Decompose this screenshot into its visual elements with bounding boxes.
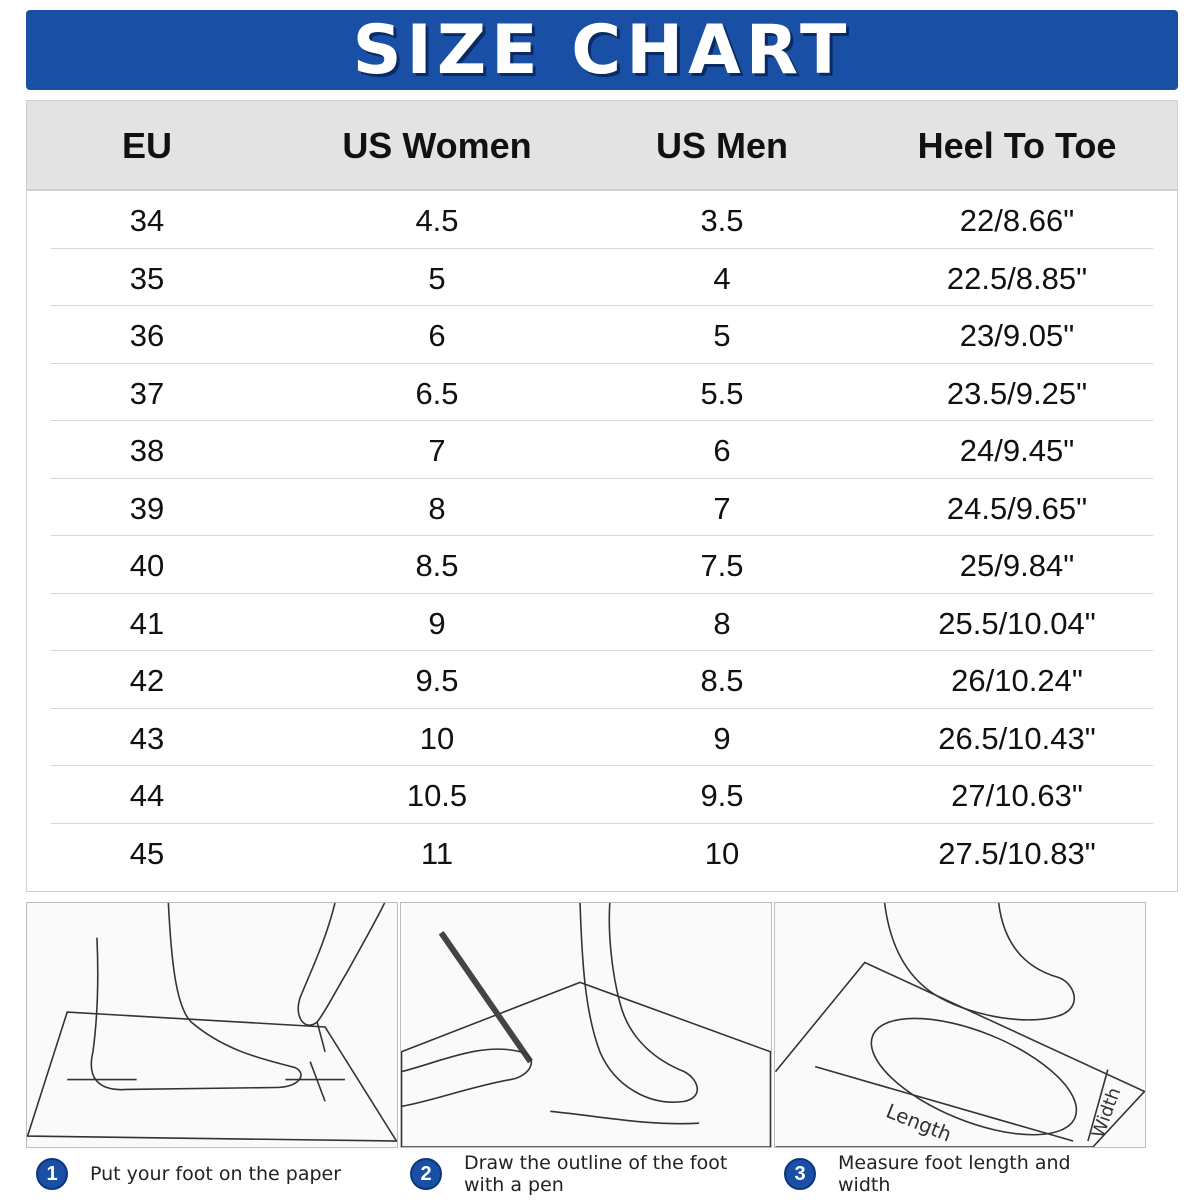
cell-us-men: 4: [713, 260, 731, 296]
table-row: [51, 364, 1153, 422]
cell-us-women: 10.5: [406, 778, 468, 813]
table-row: [51, 249, 1153, 307]
measurement-illustrations: [26, 902, 1178, 1148]
cell-eu: 38: [129, 433, 165, 468]
cell-eu: 37: [129, 375, 165, 411]
step-text: Draw the outline of the foot with a pen: [464, 1152, 728, 1196]
cell-eu: 35: [129, 260, 165, 296]
cell-us-women: 8: [428, 490, 446, 526]
cell-us-women: 7: [428, 433, 446, 468]
cell-us-men: 8.5: [700, 663, 744, 698]
header-eu: EU: [121, 125, 172, 166]
foot-on-paper-drawing: [27, 903, 397, 1147]
cell-eu: 44: [129, 778, 165, 813]
cell-heel-to-toe: 26.5/10.43": [938, 720, 1096, 756]
cell-us-women: 6.5: [415, 375, 459, 411]
table-row: [51, 824, 1153, 882]
table-row: [51, 536, 1153, 594]
step-2: [410, 1152, 754, 1196]
cell-heel-to-toe: 22/8.66": [959, 203, 1075, 238]
cell-us-men: 3.5: [700, 203, 744, 238]
draw-outline-drawing: [401, 903, 771, 1147]
cell-heel-to-toe: 23.5/9.25": [946, 375, 1088, 411]
cell-us-men: 8: [713, 605, 731, 641]
table-row: [51, 421, 1153, 479]
cell-us-women: 10: [419, 720, 455, 756]
header-us-men: US Men: [655, 125, 788, 166]
step-text: Put your foot on the paper: [90, 1163, 342, 1185]
table-row: [51, 594, 1153, 652]
step-number-badge: 1: [36, 1158, 68, 1190]
cell-eu: 40: [129, 548, 165, 583]
measure-foot-drawing: [775, 903, 1145, 1147]
cell-heel-to-toe: 23/9.05": [959, 318, 1075, 353]
cell-us-women: 5: [428, 260, 446, 296]
table-body: [27, 191, 1177, 881]
cell-eu: 41: [129, 605, 165, 641]
table-row: [51, 651, 1153, 709]
cell-us-men: 9.5: [700, 778, 744, 813]
cell-eu: 43: [129, 720, 165, 756]
size-table: [26, 100, 1178, 892]
cell-heel-to-toe: 24/9.45": [959, 433, 1075, 468]
cell-us-men: 5.5: [700, 375, 744, 411]
cell-heel-to-toe: 25.5/10.04": [938, 605, 1096, 641]
cell-eu: 34: [129, 203, 165, 238]
cell-us-men: 7.5: [700, 548, 744, 583]
cell-heel-to-toe: 22.5/8.85": [946, 260, 1088, 296]
cell-heel-to-toe: 27.5/10.83": [938, 835, 1096, 871]
cell-heel-to-toe: 26/10.24": [951, 663, 1083, 698]
cell-us-women: 4.5: [415, 203, 459, 238]
table-row: [51, 306, 1153, 364]
step-1: [36, 1152, 380, 1196]
cell-us-women: 6: [428, 318, 446, 353]
table-row: [51, 479, 1153, 537]
cell-eu: 42: [129, 663, 165, 698]
cell-eu: 36: [129, 318, 165, 353]
step-3: [784, 1152, 1128, 1196]
cell-us-men: 9: [713, 720, 731, 756]
illustration-measure-foot: [774, 902, 1146, 1148]
step-text: Measure foot length and width: [838, 1152, 1071, 1196]
cell-us-men: 7: [713, 490, 731, 526]
step-number-badge: 2: [410, 1158, 442, 1190]
cell-eu: 45: [129, 835, 165, 871]
cell-eu: 39: [129, 490, 165, 526]
cell-heel-to-toe: 24.5/9.65": [946, 490, 1088, 526]
table-row: [51, 766, 1153, 824]
illustration-draw-outline: [400, 902, 772, 1148]
length-label: Length: [882, 1099, 955, 1147]
cell-us-men: 5: [713, 318, 731, 353]
cell-us-women: 9.5: [415, 663, 459, 698]
measurement-steps: [26, 1152, 1178, 1196]
cell-us-women: 8.5: [415, 548, 459, 583]
width-label: Width: [1087, 1084, 1126, 1141]
table-row: [51, 709, 1153, 767]
page-title: SIZE CHART: [352, 10, 852, 90]
header-heel-to-toe: Heel To Toe: [917, 125, 1117, 166]
cell-us-men: 6: [713, 433, 731, 468]
step-number-badge: 3: [784, 1158, 816, 1190]
cell-us-women: 9: [428, 605, 446, 641]
table-row: [51, 191, 1153, 249]
table-header: [27, 101, 1177, 191]
cell-heel-to-toe: 27/10.63": [951, 778, 1083, 813]
title-banner: [26, 10, 1178, 90]
cell-heel-to-toe: 25/9.84": [959, 548, 1075, 583]
illustration-foot-on-paper: [26, 902, 398, 1148]
header-us-women: US Women: [342, 125, 532, 166]
cell-us-women: 11: [420, 835, 454, 871]
cell-us-men: 10: [704, 835, 740, 871]
